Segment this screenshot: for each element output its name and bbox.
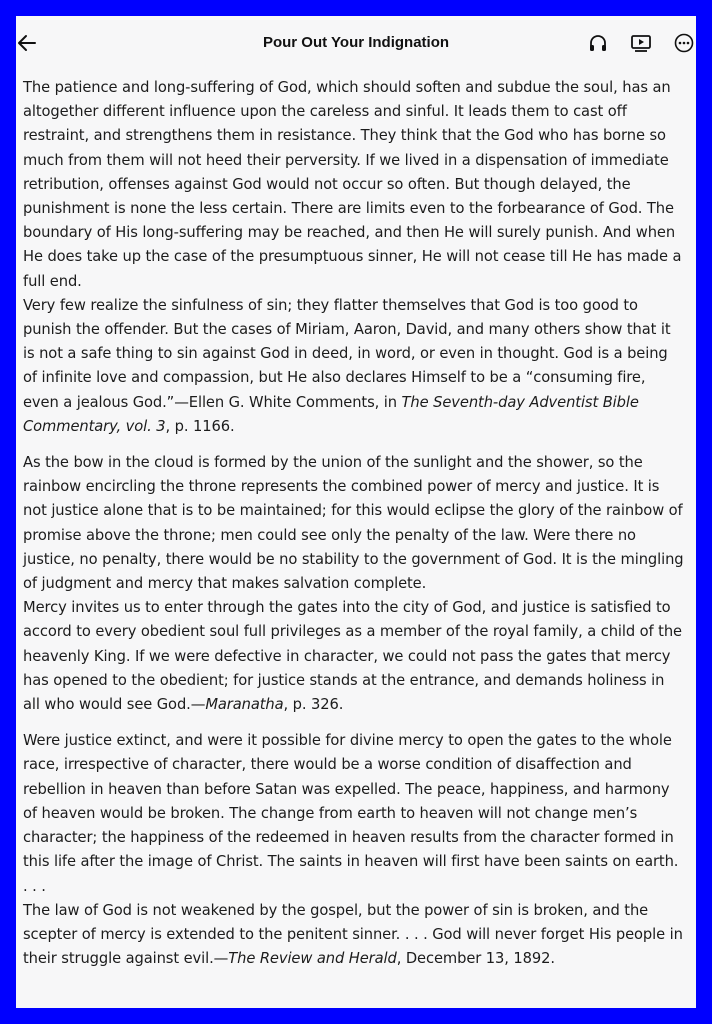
reading-content [23,76,685,971]
paragraph: Mercy invites us to enter through the gates into the city of God, and justice is satisfied to accord to every obedient soul full privileges as a member of the royal family, a child of the heavenly King. If we were defective in character, we could not pass the gates that mercy has opened to the obedient; for justice stands at the entrance, and demands holiness in all who would see God.—Maranatha, p. 326. [23,599,682,714]
source-citation: Maranatha [205,696,284,714]
paragraph: The law of God is not weakened by the gospel, but the power of sin is broken, and the scepter of mercy is extended to the penitent sinner. . . . God will never forget His people in their struggle against evil.—The Review and Herald, December 13, 1892. [23,901,683,968]
paragraph: Were justice extinct, and were it possible for divine mercy to open the gates to the whole race, irrespective of character, there would be a worse condition of disaffection and rebellion in heaven than before Satan was expelled. The peace, happiness, and harmony of heaven would be broken. The change from earth to heaven will not change men’s character; the happiness of the redeemed in heaven results from the character formed in this life after the image of Christ. The saints in heaven will first have been saints on earth. . . . [23,732,679,895]
page-title: Pour Out Your Indignation [262,34,450,51]
play-video-icon[interactable] [629,31,653,55]
source-citation: The Seventh-day Adventist Bible Commentary, vol. 3 [23,393,639,435]
paragraph: Very few realize the sinfulness of sin; they flatter themselves that God is too good to punish the offender. But the cases of Miriam, Aaron, David, and many others show that it is not a safe thing to sin against God in deed, in word, or even in thought. God is a being of infinite love and compassion, but He also declares Himself to be a “consuming fire, even a jealous God.”—Ellen G. White Comments, in The Seventh-day Adventist Bible Commentary, vol. 3, p. 1166. [23,296,671,435]
headphones-icon[interactable] [586,31,610,55]
source-citation: The Review and Herald [228,950,397,968]
paragraph: As the bow in the cloud is formed by the union of the sunlight and the shower, so the rainbow encircling the throne represents the combined power of mercy and justice. It is not justice alone that is to be maintained; for this would eclipse the glory of the rainbow of promise above the throne; men could see only the penalty of the law. Were there no justice, no penalty, there would be no stability to the government of God. It is the mingling of judgment and mercy that makes salvation complete. [23,454,684,593]
more-icon[interactable] [672,31,696,55]
top-bar [16,16,696,70]
reader-page [16,16,696,1008]
paragraph: The patience and long-suffering of God, which should soften and subdue the soul, has an altogether different influence upon the careless and sinful. It leads them to cast off restraint, and strengthens them in resistance. They think that the God who has borne so much from them will not heed their perversity. If we lived in a dispensation of immediate retribution, offenses against God would not occur so often. But though delayed, the punishment is none the less certain. There are limits even to the forbearance of God. The boundary of His long-suffering may be reached, and then He will surely punish. And when He does take up the case of the presumptuous sinner, He will not cease till He has made a full end. [23,79,682,290]
